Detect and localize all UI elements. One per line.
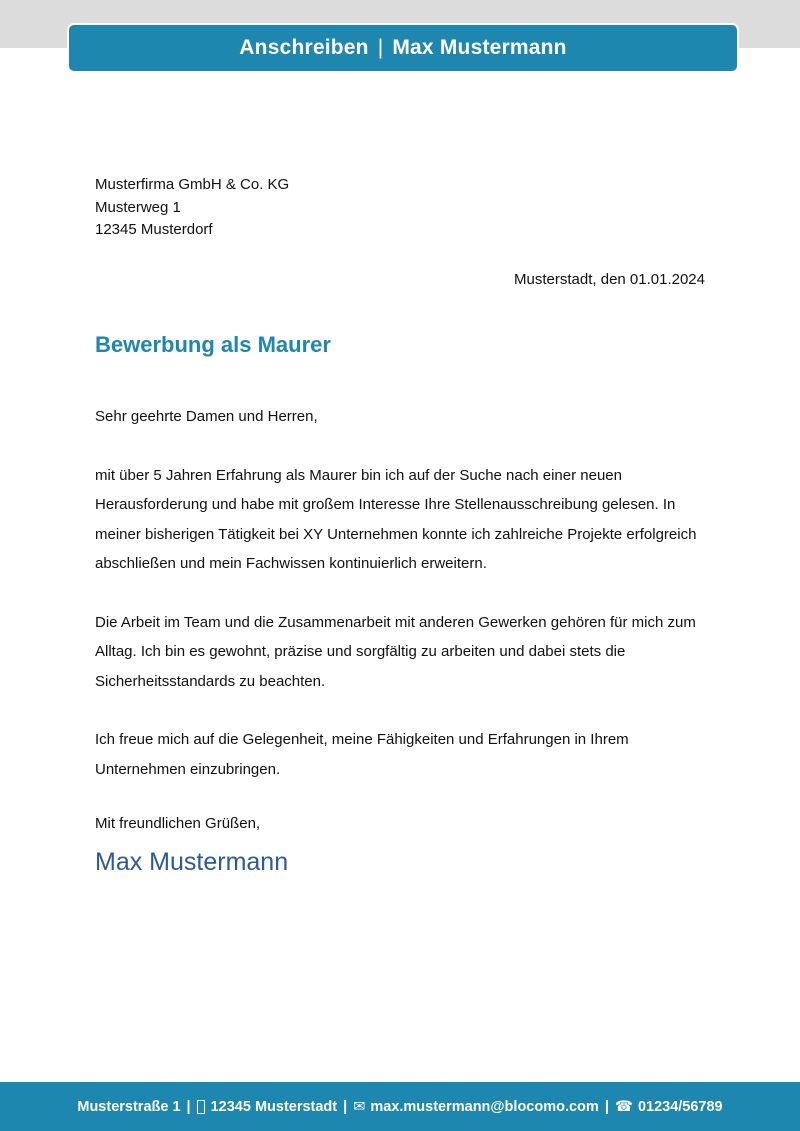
header-bar	[67, 23, 739, 73]
recipient-company: Musterfirma GmbH & Co. KG	[95, 176, 290, 193]
footer-separator: |	[343, 1098, 348, 1115]
paragraph-1: mit über 5 Jahren Erfahrung als Maurer bin ich auf der Suche nach einer neuen Herausforderung und habe mit großem Interesse Ihre Stellenausschreibung gelesen. In meiner bisherigen Tätigkeit bei XY Unternehmen konnte ich zahlreiche Projekte erfolgreich abschließen und mein Fachwissen kontinuierlich erweitern.	[95, 466, 697, 572]
closing: Mit freundlichen Grüßen,	[95, 815, 261, 832]
header-title-right: Max Mustermann	[392, 36, 567, 59]
footer-phone[interactable]: 01234/56789	[637, 1098, 723, 1115]
header-title-left: Anschreiben	[239, 36, 369, 59]
date-line: Musterstadt, den 01.01.2024	[514, 271, 705, 288]
header-separator: |	[377, 36, 384, 59]
recipient-address	[95, 174, 289, 242]
footer-separator: |	[186, 1098, 191, 1115]
footer-street: Musterstraße 1	[77, 1098, 181, 1115]
recipient-city: 12345 Musterdorf	[95, 221, 213, 238]
envelope-icon: ✉	[353, 1098, 366, 1115]
footer-email[interactable]: max.mustermann@blocomo.com	[370, 1098, 599, 1115]
letter-body	[95, 402, 710, 813]
paragraph-3: Ich freue mich auf die Gelegenheit, meine Fähigkeiten und Erfahrungen in Ihrem Unternehmen einzubringen.	[95, 731, 629, 778]
phone-icon: ☎	[614, 1098, 633, 1115]
footer-city: 12345 Musterstadt	[210, 1098, 338, 1115]
signature: Max Mustermann	[95, 848, 289, 876]
location-icon	[197, 1100, 205, 1114]
paragraph-2: Die Arbeit im Team und die Zusammenarbeit mit anderen Gewerken gehören für mich zum Alltag. Ich bin es gewohnt, präzise und sorgfältig zu arbeiten und dabei stets die Sicherheitsstandards zu beachten.	[95, 613, 696, 690]
footer-bar	[0, 1082, 800, 1131]
recipient-street: Musterweg 1	[95, 198, 181, 216]
footer-separator: |	[604, 1098, 609, 1115]
salutation: Sehr geehrte Damen und Herren,	[95, 408, 318, 425]
letter-subject: Bewerbung als Maurer	[95, 332, 331, 357]
